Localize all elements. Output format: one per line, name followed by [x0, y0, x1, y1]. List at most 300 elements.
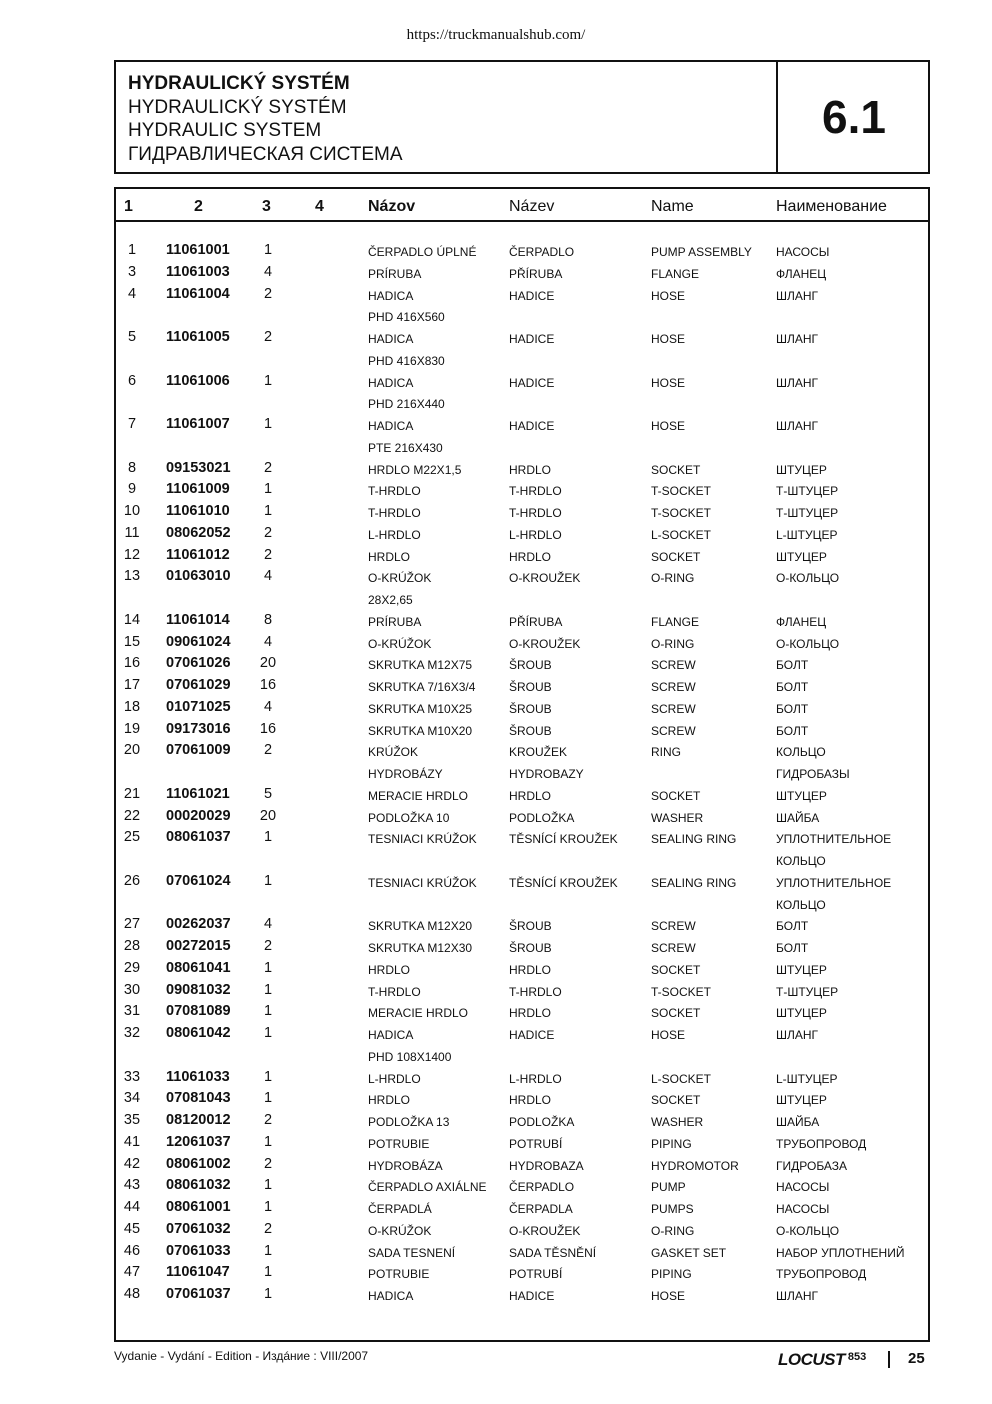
row-name-ru: ФЛАНЕЦ — [776, 614, 827, 629]
table-row — [116, 262, 928, 284]
row-part-number: 09173016 — [166, 720, 231, 737]
row-name-ru: БОЛТ — [776, 723, 809, 738]
row-name-en: HOSE — [651, 332, 686, 346]
col-header-part-number: 2 — [194, 198, 203, 215]
row-name-sk: TESNIACI KRÚŽOK — [368, 875, 477, 890]
row-part-number: 11061021 — [166, 785, 230, 802]
row-name-sk: ČERPADLO ÚPLNÉ — [368, 245, 477, 259]
row-name-ru: ШТУЦЕР — [776, 549, 827, 564]
row-name-cz: T-HRDLO — [509, 984, 562, 999]
section-number: 6.1 — [822, 91, 886, 143]
row-quantity: 2 — [263, 459, 273, 476]
table-row — [116, 632, 928, 654]
row-name-cz: L-HRDLO — [509, 527, 562, 542]
row-name-ru: БОЛТ — [776, 658, 809, 673]
section-title-ru: ГИДРАВЛИЧЕСКАЯ СИСТЕМА — [128, 143, 403, 165]
row-quantity: 1 — [263, 981, 273, 998]
row-quantity: 1 — [263, 242, 273, 258]
row-name-cz: ČERPADLO — [509, 245, 575, 259]
section-title-en: HYDRAULIC SYSTEM — [128, 120, 322, 141]
row-name-sk: SKRUTKA M12X75 — [368, 658, 473, 673]
row-name-en: HOSE — [651, 1028, 686, 1042]
row-position: 14 — [123, 611, 141, 628]
row-part-number: 09153021 — [166, 459, 231, 476]
row-name-cz: HRDLO — [509, 788, 552, 803]
row-quantity: 5 — [263, 785, 273, 802]
row-name-ru: ШЛАНГ — [776, 1028, 819, 1042]
row-part-number: 11061009 — [166, 481, 230, 498]
row-name-sk: HRDLO — [368, 962, 411, 977]
row-name-ru: ГИДРОБАЗА — [776, 1158, 848, 1173]
row-name-en: SOCKET — [651, 1006, 701, 1021]
row-name-en: SOCKET — [651, 462, 701, 477]
row-name-sk: L-HRDLO — [368, 527, 421, 542]
row-part-number: 07061037 — [166, 1286, 231, 1302]
row-quantity: 1 — [263, 959, 273, 976]
row-name-ru: Т-ШТУЦЕР — [776, 984, 839, 999]
row-name-ru: ШТУЦЕР — [776, 1093, 827, 1108]
row-position: 31 — [123, 1003, 141, 1020]
header-rule — [116, 220, 928, 222]
row-name-sk: SKRUTKA M10X25 — [368, 701, 473, 716]
row-name-en: T-SOCKET — [651, 506, 712, 520]
section-title-cz: HYDRAULICKÝ SYSTÉM — [128, 96, 347, 118]
row-part-number: 00262037 — [166, 916, 231, 933]
row-position: 27 — [123, 916, 141, 933]
row-name-sk: PHD 416X830 — [368, 353, 445, 368]
row-position: 28 — [123, 938, 141, 954]
table-row — [116, 1110, 928, 1132]
row-name-sk: HYDROBÁZY — [368, 767, 443, 781]
row-name-cz: HYDROBAZY — [509, 767, 584, 781]
row-name-en: HOSE — [651, 1289, 686, 1303]
table-row — [116, 1197, 928, 1219]
row-name-sk: O-KRÚŽOK — [368, 571, 432, 586]
row-part-number: 07061026 — [166, 655, 231, 672]
row-name-sk: PTE 216X430 — [368, 440, 443, 455]
row-position: 4 — [127, 285, 137, 302]
row-position: 34 — [123, 1090, 141, 1107]
table-row — [116, 371, 928, 393]
row-part-number: 08061002 — [166, 1155, 231, 1172]
row-name-en: HOSE — [651, 419, 686, 433]
row-name-ru: О-КОЛЬЦО — [776, 1223, 840, 1238]
row-name-ru: НАСОСЫ — [776, 245, 830, 259]
row-quantity: 2 — [263, 938, 273, 954]
row-position: 44 — [123, 1199, 141, 1215]
row-name-cz: ŠROUB — [509, 658, 552, 673]
row-part-number: 08061042 — [166, 1025, 231, 1041]
row-position: 46 — [123, 1242, 141, 1259]
row-quantity: 4 — [263, 263, 273, 280]
table-row — [116, 958, 928, 980]
table-row — [116, 392, 928, 414]
row-quantity: 1 — [263, 372, 273, 389]
col-header-name-cz: Název — [509, 198, 555, 215]
row-part-number: 11061010 — [166, 503, 230, 519]
row-part-number: 09081032 — [166, 981, 231, 998]
row-name-ru: ТРУБОПРОВОД — [776, 1136, 867, 1151]
row-name-en: O-RING — [651, 571, 695, 586]
row-quantity: 2 — [263, 329, 273, 345]
row-quantity: 1 — [263, 872, 273, 889]
row-position: 47 — [123, 1264, 141, 1281]
row-name-en: HYDROMOTOR — [651, 1158, 739, 1173]
row-position: 3 — [127, 263, 137, 280]
row-part-number: 07081043 — [166, 1090, 231, 1107]
row-name-sk: POTRUBIE — [368, 1267, 430, 1282]
row-name-en: O-RING — [651, 1223, 695, 1238]
table-row — [116, 458, 928, 480]
brand-name: LOCUST — [778, 1350, 845, 1369]
row-part-number: 01063010 — [166, 568, 231, 585]
table-row — [116, 740, 928, 762]
row-name-cz: O-KROUŽEK — [509, 571, 581, 586]
table-row — [116, 1001, 928, 1023]
row-name-en: SCREW — [651, 723, 696, 738]
row-name-ru: БОЛТ — [776, 680, 809, 694]
row-name-sk: SKRUTKA M12X20 — [368, 919, 473, 934]
row-name-ru: ШЛАНГ — [776, 1289, 819, 1303]
row-name-cz: ČERPADLA — [509, 1202, 573, 1216]
row-name-sk: T-HRDLO — [368, 984, 421, 999]
row-quantity: 4 — [263, 568, 273, 585]
row-name-sk: PODLOŽKA 13 — [368, 1115, 450, 1129]
row-part-number: 07061033 — [166, 1242, 231, 1259]
row-name-cz: HADICE — [509, 1028, 555, 1042]
row-name-ru: ШТУЦЕР — [776, 788, 827, 803]
row-position: 29 — [123, 959, 141, 976]
row-part-number: 00272015 — [166, 938, 231, 954]
row-name-ru: ШТУЦЕР — [776, 462, 827, 477]
row-name-cz: TĚSNÍCÍ KROUŽEK — [509, 875, 618, 890]
row-name-sk: HADICA — [368, 288, 414, 303]
row-position: 43 — [123, 1177, 141, 1194]
row-name-cz: HADICE — [509, 288, 555, 303]
row-name-cz: HYDROBAZA — [509, 1158, 584, 1173]
row-quantity: 1 — [263, 1003, 273, 1020]
row-name-sk: O-KRÚŽOK — [368, 1223, 432, 1238]
table-row — [116, 1045, 928, 1067]
table-row — [116, 523, 928, 545]
parts-rows — [116, 240, 928, 1306]
table-row — [116, 980, 928, 1002]
row-name-en: SOCKET — [651, 1093, 701, 1108]
row-quantity: 2 — [263, 546, 273, 563]
row-name-en: SOCKET — [651, 788, 701, 803]
row-name-cz: TĚSNÍCÍ KROUŽEK — [509, 832, 618, 847]
row-name-cz: PODLOŽKA — [509, 810, 575, 825]
row-name-ru: ТРУБОПРОВОД — [776, 1267, 867, 1282]
table-row — [116, 349, 928, 371]
row-name-ru: ФЛАНЕЦ — [776, 266, 827, 281]
row-name-cz: PODLOŽKA — [509, 1115, 575, 1129]
row-name-sk: SKRUTKA M12X30 — [368, 941, 473, 955]
table-row — [116, 588, 928, 610]
row-name-ru: L-ШТУЦЕР — [776, 1071, 838, 1086]
row-name-en: SEALING RING — [651, 832, 737, 847]
row-part-number: 08120012 — [166, 1112, 231, 1128]
row-position: 1 — [127, 242, 137, 258]
row-position: 33 — [123, 1068, 141, 1085]
table-row — [116, 305, 928, 327]
row-name-sk: SKRUTKA 7/16X3/4 — [368, 680, 476, 694]
row-name-ru: БОЛТ — [776, 701, 809, 716]
row-quantity: 1 — [263, 481, 273, 498]
row-name-ru: Т-ШТУЦЕР — [776, 506, 839, 520]
row-quantity: 2 — [263, 1155, 273, 1172]
row-name-en: FLANGE — [651, 266, 700, 281]
row-name-sk: KRÚŽOK — [368, 745, 419, 760]
row-part-number: 08061041 — [166, 959, 231, 976]
row-name-sk: SADA TESNENÍ — [368, 1245, 456, 1260]
row-name-cz: PŘÍRUBA — [509, 614, 563, 629]
row-name-cz: HADICE — [509, 1289, 555, 1303]
edition-info: Vydanie - Vydání - Edition - Издáние : VIII/2007 — [114, 1349, 369, 1363]
row-name-sk: HRDLO M22X1,5 — [368, 462, 462, 477]
row-position: 42 — [123, 1155, 141, 1172]
row-part-number: 11061005 — [166, 329, 230, 345]
row-name-en: SCREW — [651, 919, 696, 934]
table-row — [116, 414, 928, 436]
row-quantity: 1 — [263, 1264, 273, 1281]
row-position: 13 — [123, 568, 141, 585]
row-name-sk: PRÍRUBA — [368, 266, 422, 281]
table-row — [116, 1241, 928, 1263]
row-quantity: 4 — [263, 698, 273, 715]
section-title-sk: HYDRAULICKÝ SYSTÉM — [128, 73, 350, 94]
row-part-number: 07061009 — [166, 742, 231, 759]
row-position: 6 — [127, 372, 137, 389]
row-name-ru: ШЛАНГ — [776, 375, 819, 390]
row-name-sk: POTRUBIE — [368, 1136, 430, 1151]
row-name-cz: KROUŽEK — [509, 745, 568, 760]
row-name-cz: HRDLO — [509, 1093, 552, 1108]
row-part-number: 11061012 — [166, 546, 230, 563]
row-name-ru: НАБОР УПЛОТНЕНИЙ — [776, 1245, 905, 1260]
table-row — [116, 545, 928, 567]
row-quantity: 4 — [263, 916, 273, 933]
table-row — [116, 240, 928, 262]
table-row — [116, 827, 928, 849]
row-name-cz: ŠROUB — [509, 941, 552, 955]
row-quantity: 1 — [263, 1199, 273, 1215]
row-name-cz: L-HRDLO — [509, 1071, 562, 1086]
row-name-sk: HRDLO — [368, 1093, 411, 1108]
row-name-ru: ШТУЦЕР — [776, 962, 827, 977]
col-header-position: 1 — [124, 198, 133, 215]
row-position: 35 — [123, 1112, 141, 1128]
table-row — [116, 1023, 928, 1045]
row-name-en: SCREW — [651, 680, 696, 694]
row-name-sk: O-KRÚŽOK — [368, 636, 432, 651]
row-name-cz: HRDLO — [509, 1006, 552, 1021]
col-header-name-sk: Názov — [368, 198, 416, 215]
row-name-en: HOSE — [651, 288, 686, 303]
row-quantity: 1 — [263, 1286, 273, 1302]
row-name-en: FLANGE — [651, 614, 700, 629]
row-name-en: T-SOCKET — [651, 984, 712, 999]
section-titles — [128, 72, 403, 166]
row-name-ru: ШЛАНГ — [776, 419, 819, 433]
row-name-sk: HRDLO — [368, 549, 411, 564]
table-row — [116, 893, 928, 915]
col-header-quantity: 3 — [262, 198, 271, 215]
row-name-en: L-SOCKET — [651, 527, 712, 542]
row-quantity: 1 — [263, 1133, 273, 1150]
row-position: 41 — [123, 1133, 141, 1150]
page-number: 25 — [908, 1350, 925, 1367]
row-part-number: 12061037 — [166, 1133, 231, 1150]
row-quantity: 20 — [259, 655, 277, 672]
row-name-ru: ШАЙБА — [776, 810, 820, 825]
row-name-ru: ШЛАНГ — [776, 332, 819, 346]
row-part-number: 11061047 — [166, 1264, 230, 1281]
row-part-number: 08062052 — [166, 524, 231, 541]
row-position: 16 — [123, 655, 141, 672]
row-name-cz: ČERPADLO — [509, 1180, 575, 1195]
row-name-en: PUMPS — [651, 1202, 694, 1216]
row-quantity: 16 — [259, 677, 277, 693]
row-position: 30 — [123, 981, 141, 998]
row-name-ru: ШЛАНГ — [776, 288, 819, 303]
row-name-sk: HADICA — [368, 332, 414, 346]
row-name-en: SOCKET — [651, 962, 701, 977]
row-position: 21 — [123, 785, 141, 802]
col-header-name-ru: Наименование — [776, 198, 887, 215]
row-name-ru: L-ШТУЦЕР — [776, 527, 838, 542]
row-name-ru: ГИДРОБАЗЫ — [776, 767, 850, 781]
col-header-name-en: Name — [651, 198, 694, 215]
row-position: 18 — [123, 698, 141, 715]
row-quantity: 2 — [263, 524, 273, 541]
row-part-number: 07061024 — [166, 872, 231, 889]
row-quantity: 1 — [263, 503, 273, 519]
table-row — [116, 719, 928, 741]
brand-logo — [778, 1350, 866, 1370]
row-name-sk: TESNIACI KRÚŽOK — [368, 832, 477, 847]
table-row — [116, 849, 928, 871]
row-name-en: WASHER — [651, 810, 704, 825]
source-url[interactable]: https://truckmanualshub.com/ — [406, 27, 586, 43]
row-position: 12 — [123, 546, 141, 563]
row-name-ru: ШАЙБА — [776, 1115, 820, 1129]
row-quantity: 2 — [263, 1112, 273, 1128]
row-name-cz: O-KROUŽEK — [509, 1223, 581, 1238]
table-row — [116, 1154, 928, 1176]
row-name-en: WASHER — [651, 1115, 704, 1129]
row-part-number: 11061004 — [166, 285, 230, 302]
table-row — [116, 653, 928, 675]
row-name-en: HOSE — [651, 375, 686, 390]
row-part-number: 11061014 — [166, 611, 230, 628]
table-row — [116, 871, 928, 893]
table-row — [116, 501, 928, 523]
row-name-en: SEALING RING — [651, 875, 737, 890]
row-name-cz: T-HRDLO — [509, 484, 562, 499]
row-part-number: 11061033 — [166, 1068, 230, 1085]
row-quantity: 16 — [259, 720, 277, 737]
table-row — [116, 1175, 928, 1197]
table-row — [116, 436, 928, 458]
model-number: 853 — [847, 1351, 867, 1363]
row-name-cz: HADICE — [509, 375, 555, 390]
row-name-ru: БОЛТ — [776, 941, 809, 955]
row-position: 10 — [123, 503, 141, 519]
row-position: 22 — [123, 807, 141, 824]
table-row — [116, 610, 928, 632]
table-row — [116, 479, 928, 501]
row-name-en: SCREW — [651, 941, 696, 955]
row-part-number: 11061007 — [166, 416, 230, 432]
col-header-note: 4 — [315, 198, 324, 215]
row-name-sk: PHD 416X560 — [368, 310, 445, 325]
row-name-sk: HADICA — [368, 419, 414, 433]
row-part-number: 07061032 — [166, 1220, 231, 1237]
row-name-en: PIPING — [651, 1136, 692, 1151]
row-quantity: 1 — [263, 1090, 273, 1107]
table-row — [116, 1132, 928, 1154]
row-name-ru: ШТУЦЕР — [776, 1006, 827, 1021]
table-row — [116, 697, 928, 719]
row-quantity: 2 — [263, 1220, 273, 1237]
row-name-cz: O-KROUŽEK — [509, 636, 581, 651]
row-position: 15 — [123, 633, 141, 650]
table-row — [116, 1088, 928, 1110]
row-name-cz: POTRUBÍ — [509, 1267, 563, 1282]
row-name-en: SOCKET — [651, 549, 701, 564]
row-position: 17 — [123, 677, 141, 693]
row-quantity: 1 — [263, 1068, 273, 1085]
row-part-number: 08061001 — [166, 1199, 231, 1215]
table-row — [116, 1067, 928, 1089]
row-name-en: RING — [651, 745, 681, 760]
row-name-sk: PHD 216X440 — [368, 397, 445, 412]
row-name-cz: POTRUBÍ — [509, 1136, 563, 1151]
row-quantity: 1 — [263, 416, 273, 432]
row-name-sk: HADICA — [368, 1028, 414, 1042]
row-part-number: 07081089 — [166, 1003, 231, 1020]
row-name-en: SCREW — [651, 701, 696, 716]
row-name-sk: T-HRDLO — [368, 484, 421, 499]
section-header — [114, 60, 930, 174]
row-name-cz: ŠROUB — [509, 919, 552, 934]
row-position: 19 — [123, 720, 141, 737]
row-position: 8 — [127, 459, 137, 476]
row-position: 25 — [123, 829, 141, 846]
row-name-ru: Т-ШТУЦЕР — [776, 484, 839, 499]
table-row — [116, 762, 928, 784]
row-quantity: 2 — [263, 742, 273, 759]
row-part-number: 09061024 — [166, 633, 231, 650]
row-name-sk: PHD 108X1400 — [368, 1049, 452, 1064]
row-name-ru: О-КОЛЬЦО — [776, 636, 840, 651]
row-name-sk: L-HRDLO — [368, 1071, 421, 1086]
table-row — [116, 784, 928, 806]
row-quantity: 1 — [263, 1025, 273, 1041]
row-name-sk: MERACIE HRDLO — [368, 1006, 469, 1021]
row-quantity: 1 — [263, 1177, 273, 1194]
row-name-ru: О-КОЛЬЦО — [776, 571, 840, 586]
row-name-sk: T-HRDLO — [368, 506, 421, 520]
row-name-cz: SADA TĚSNĚNÍ — [509, 1245, 597, 1260]
row-position: 7 — [127, 416, 137, 432]
row-name-ru: НАСОСЫ — [776, 1180, 830, 1195]
row-position: 5 — [127, 329, 137, 345]
row-part-number: 01071025 — [166, 698, 231, 715]
row-name-en: T-SOCKET — [651, 484, 712, 499]
row-name-ru: БОЛТ — [776, 919, 809, 934]
